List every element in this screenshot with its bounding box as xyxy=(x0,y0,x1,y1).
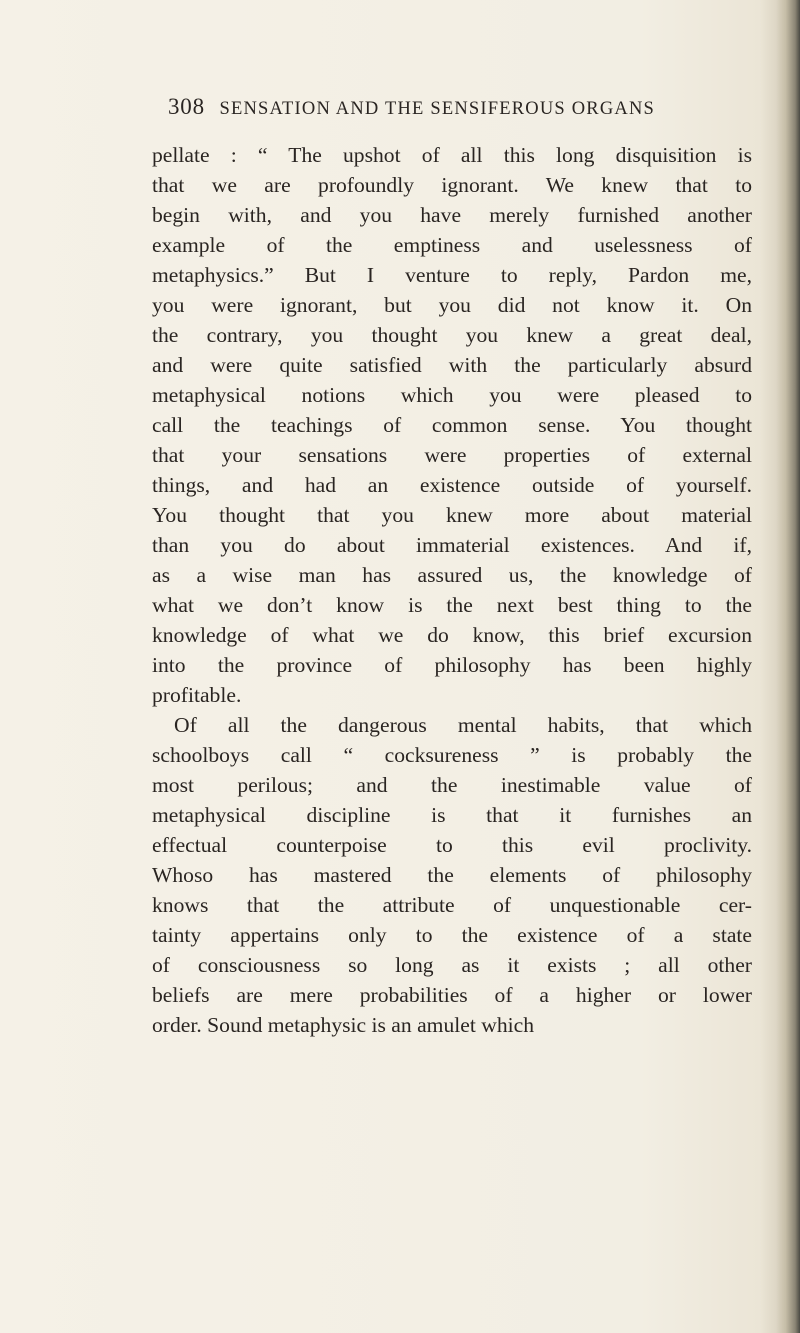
text-line: most perilous; and the inestimable value of xyxy=(152,773,752,797)
text-line: what we don’t know is the next best thing to the xyxy=(152,593,752,617)
text-line: than you do about immaterial existences. And if, xyxy=(152,533,752,557)
text-line: as a wise man has assured us, the knowledge of xyxy=(152,563,752,587)
text-line: tainty appertains only to the existence of a state xyxy=(152,923,752,947)
text-line: things, and had an existence outside of yourself. xyxy=(152,473,752,497)
text-line: schoolboys call “ cocksureness ” is probably the xyxy=(152,743,752,767)
text-line: and were quite satisfied with the particularly absurd xyxy=(152,353,752,377)
text-line: call the teachings of common sense. You thought xyxy=(152,413,752,437)
text-line: knowledge of what we do know, this brief excursion xyxy=(152,623,752,647)
text-line: you were ignorant, but you did not know it. On xyxy=(152,293,752,317)
text-line: effectual counterpoise to this evil proclivity. xyxy=(152,833,752,857)
text-line: that we are profoundly ignorant. We knew that to xyxy=(152,173,752,197)
text-line: Whoso has mastered the elements of philosophy xyxy=(152,863,752,887)
paragraph-first-line: Of all the dangerous mental habits, that which xyxy=(174,713,752,737)
running-head xyxy=(168,94,655,120)
text-line: beliefs are mere probabilities of a higher or lower xyxy=(152,983,752,1007)
text-line: knows that the attribute of unquestionable cer- xyxy=(152,893,752,917)
text-line: that your sensations were properties of external xyxy=(152,443,752,467)
text-line: order. Sound metaphysic is an amulet which xyxy=(152,1013,535,1037)
body-text xyxy=(152,140,752,1040)
text-line: metaphysical notions which you were pleased to xyxy=(152,383,752,407)
text-line: pellate : “ The upshot of all this long disquisition is xyxy=(152,143,752,167)
running-title: SENSATION AND THE SENSIFEROUS ORGANS xyxy=(219,99,655,119)
text-line: profitable. xyxy=(152,683,242,707)
text-line: example of the emptiness and uselessness of xyxy=(152,233,752,257)
text-line: metaphysical discipline is that it furnishes an xyxy=(152,803,752,827)
text-line: into the province of philosophy has been highly xyxy=(152,653,752,677)
text-line: metaphysics.” But I venture to reply, Pardon me, xyxy=(152,263,752,287)
page-edge-shadow xyxy=(776,0,800,1333)
text-line: begin with, and you have merely furnished another xyxy=(152,203,752,227)
text-line: You thought that you knew more about material xyxy=(152,503,752,527)
text-line: of consciousness so long as it exists ; all other xyxy=(152,953,752,977)
text-line: the contrary, you thought you knew a great deal, xyxy=(152,323,752,347)
page-number: 308 xyxy=(168,94,205,119)
